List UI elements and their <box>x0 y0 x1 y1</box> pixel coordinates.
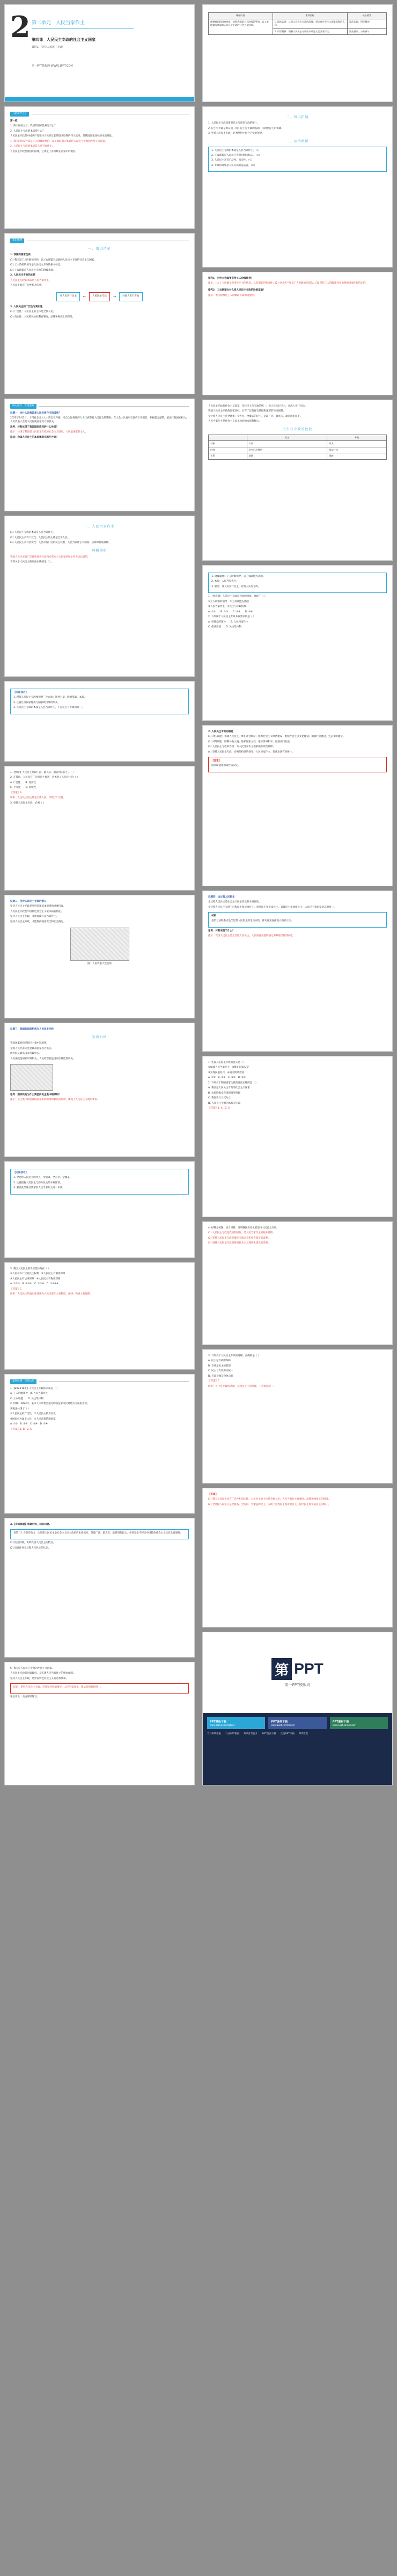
analysis: 解析：人民民主的主体是全体人民，体现了广泛性。 <box>10 797 66 800</box>
answer-title: 【答案】 <box>208 1493 218 1496</box>
conclusion: 结论：坚持人民民主专政，必须坚持党的领导、人民当家作主、依法治国有机统一。 <box>13 1685 103 1689</box>
q2: 2. 材料：2023年，某市人大常委会通过网络征求市民对地方立法的意见。 <box>10 1402 90 1406</box>
hint: 提示：体现了我国是人民民主专政的社会主义国家，人民是国家的主人。 <box>10 431 87 434</box>
lesson-subtitle: 课时1 坚持人民民主专政 <box>32 46 63 49</box>
confusion-title: 二、易错辨析 <box>286 140 309 144</box>
q2-opt-3: C. 我国实行三权分立 <box>208 1097 231 1100</box>
bottom-band <box>5 97 194 102</box>
link-backgrounds[interactable]: PPT背景图片 <box>244 1733 258 1735</box>
q1-opt-1: ①保障人民当家作主 ②维护国家安全 <box>208 1066 249 1069</box>
slide-method-1 <box>4 681 195 762</box>
section-badge: 核心探究 讲透重难 <box>10 404 36 409</box>
td-1-0: 内容 <box>209 447 247 453</box>
td-0-0: 对象 <box>209 441 247 447</box>
q2: 2. 人民民主专政的本质 <box>10 274 35 277</box>
extension-title: 二、知识拓展 <box>286 115 309 119</box>
line3: (2) 坚持人民民主专政是维护国家安全和社会稳定的需要。 <box>208 1236 270 1240</box>
material: 党的二十大报告指出：全过程人民民主是社会主义民主政治的本质属性，是最广泛、最真实、最管用的民主。必须坚定不移走中国特色社会主义政治发展道路。 <box>13 1531 182 1535</box>
line2: 全国人民代表大会是最高国家权力机关。 <box>10 1047 54 1050</box>
slide-exercise-1 <box>4 766 195 891</box>
line1: 4. 材料分析题：结合材料，说明我国为什么要坚持人民民主专政。 <box>208 1227 279 1229</box>
line3: 坚持人民民主专政，才能保障人民当家作主。 <box>10 915 58 918</box>
line4: 坚持人民民主专政，才能维护国家安全和社会稳定。 <box>10 920 66 923</box>
answer: 【答案】C <box>208 1380 220 1383</box>
slide-compare <box>202 400 393 561</box>
col-head-2: 素养目标 <box>273 13 347 19</box>
slide-inquiry-2 <box>4 895 195 1018</box>
line1: 全过程人民民主是社会主义民主政治的本质属性。 <box>208 901 261 904</box>
method-line-1: 1. 全过程人民民主的特点：全链条、全方位、全覆盖。 <box>13 1176 72 1180</box>
title: 议题四 全过程人民民主 <box>208 896 235 899</box>
q1-opt-3: A. ①② B. ①③ C. ②④ D. ③④ <box>208 1076 246 1080</box>
line1: 3. 我国人民民主的真实性体现在（ ） <box>10 1268 50 1270</box>
answer: 【答案】A <box>10 791 22 794</box>
line4: 我国人民民主的广泛性和真实性是西方资本主义国家的民主所无法比拟的。 <box>10 555 90 559</box>
line2: 全过程人民民主实现了过程民主和成果民主、程序民主和实质民主、直接民主和间接民主、人民民主和国家意志相统一。 <box>208 906 336 909</box>
line2: (2) 全过程人民民主是全链条、全方位、全覆盖的民主，实现了过程民主和成果民主、程序民主和实质民主的统一。 <box>208 1503 331 1506</box>
note: 国家职能由国家性质决定。 <box>211 764 240 768</box>
q1-opt-1: A. 工人阶级领导 B. 人民当家作主 <box>10 1392 48 1395</box>
slide-people-master <box>4 516 195 677</box>
section-title: 一、人民当家作主 <box>84 525 115 529</box>
question: 思考：材料体现了我国国家政权的什么性质？ <box>10 425 58 429</box>
slide-standards <box>202 4 393 102</box>
question: 4.【非选择题】阅读材料，回答问题。 <box>10 1523 52 1526</box>
q1-opt-3: A. ①② B. ①③ C. ②④ D. ③④ <box>208 610 253 613</box>
method-line-3: 3. 人民民主专政的本质是人民当家作主，不是民主与专政的统一。 <box>13 706 84 710</box>
download-line: 第一PPT模板网-WWW.1PPT.COM <box>32 64 73 68</box>
unit-title: 第二单元 人民当家作主 <box>32 20 85 26</box>
panel-title: PPT模板下载 <box>210 1720 226 1724</box>
diagram-right: 对敌人实行专政 <box>119 292 143 301</box>
diagram-mid: 人民民主专政 <box>89 292 110 301</box>
line3: (3) 人民民主专政的作用：为人民当家作主提供根本政治保障。 <box>208 746 275 749</box>
q2-line-4: A. ①② B. ①③ C. ②④ D. ③④ <box>10 1423 48 1426</box>
question: 思考：国家机构为什么要坚持民主集中制原则？ <box>10 1093 61 1096</box>
blank2: (2) 工人阶级的领导是人民民主专政的根本标志。 <box>10 264 63 267</box>
slide-practice-1 <box>202 565 393 721</box>
opt-2: C. 平等性 D. 阶级性 <box>10 786 36 790</box>
slide-intro <box>4 106 195 229</box>
heading: 议题三 我国的国家机构与人民民主专政 <box>10 1028 54 1031</box>
concept-diagram: 对人民实行民主 ← 人民民主专政 → 对敌人实行专政 <box>10 292 189 301</box>
intro-line-1: 1. 新中国成立后，我国的国家性质是什么？ <box>10 125 57 128</box>
cell-r2c2: 2. 科学精神：理解人民民主专政的本质是人民当家作主。 <box>273 28 347 35</box>
q3: 3. 坚持人民民主专政，必须（ ） <box>10 801 46 805</box>
topic: 议题一 为什么说我国是人民当家作主的国家？ <box>10 411 61 415</box>
cell-r2c3: 法治意识、公共参与 <box>347 28 386 35</box>
q1: 1.【2023·湖北】人民民主专政的本质是（ ） <box>10 1387 59 1390</box>
slide-explore <box>202 272 393 395</box>
box-line-3: 3. 人民民主具有广泛性、真实性。（√） <box>211 159 254 162</box>
blank4: 人民民主专政的本质是人民当家作主。 <box>10 279 52 282</box>
explore-a2: 提示：农民阶级是工人阶级最可靠的同盟军。 <box>208 294 256 297</box>
panel-sub: www.1ppt.com/sucai/ <box>332 1724 356 1726</box>
section-badge: 【新知导入】 <box>10 112 29 117</box>
panel-courseware[interactable] <box>268 1717 326 1729</box>
td-1-1: 享有广泛权利 <box>247 447 327 453</box>
blank1: (1) 我国是工人阶级领导的、以工农联盟为基础的人民民主专政的社会主义国家。 <box>10 258 97 262</box>
ext-line-2: 2. 民主与专政是辩证统一的：民主是专政的基础，专政是民主的保障。 <box>208 127 284 130</box>
q3: 3. 人民民主的广泛性与真实性 <box>10 306 43 309</box>
slide-brand <box>202 1632 393 1785</box>
line3: 坚持人民民主专政，是中国特色社会主义的必然要求。 <box>10 1677 68 1680</box>
slide-check-1 <box>4 1374 195 1514</box>
col-head-1: 课标内容 <box>209 13 273 19</box>
sub-badge: 知识归纳 <box>92 1035 107 1039</box>
method-badge: 【方法技巧】 <box>13 691 28 694</box>
slide-method-2 <box>4 1161 195 1258</box>
intro-para-3: 2. 人民民主专政的本质是人民当家作主。 <box>10 145 55 148</box>
line2: (1) 人民民主专政是我国的国体，是人民当家作主的根本保障。 <box>208 1232 275 1235</box>
td-0-1: 人民 <box>247 441 327 447</box>
slide-extension <box>202 106 393 267</box>
box-line-1: 1. 阶级属性：工人阶级领导，以工农联盟为基础。 <box>211 575 266 578</box>
topic: 议题二 坚持人民民主专政的意义 <box>10 900 47 903</box>
method-badge: 【方法技巧】 <box>13 1171 28 1174</box>
line3: ③人民民主有法律保障 ④人民民主有物质保障 <box>10 1277 61 1280</box>
sub-title: 典例剖析 <box>92 549 107 553</box>
compare-table <box>208 435 387 460</box>
line4: C. 民主与专政辩证统一 <box>208 1370 233 1373</box>
opt-1: A. 广泛性 B. 真实性 <box>10 781 36 784</box>
q2: 2. 下列关于我国国家性质的说法正确的是（ ） <box>208 1081 258 1084</box>
lesson-title: 第四课 人民民主专政的社会主义国家 <box>32 38 95 42</box>
q2: 2. 在我国，人民享有广泛的民主权利，这体现了人民民主的（ ） <box>10 776 79 779</box>
th-1: 民主 <box>247 435 327 441</box>
td-2-1: 基础 <box>247 453 327 460</box>
slide-inquiry-3 <box>4 1023 195 1157</box>
q1: 1. 我国的国家性质 <box>10 254 31 257</box>
box-line-2: 2. 本质：人民当家作主。 <box>211 580 239 583</box>
td-2-2: 保障 <box>327 453 387 460</box>
slide-summary <box>4 1662 195 1785</box>
slide-title <box>4 4 195 102</box>
standards-table <box>208 12 387 35</box>
td-0-2: 敌人 <box>327 441 387 447</box>
link-charts[interactable]: PPT图表下载 <box>262 1733 276 1735</box>
cell-r1c3: 政治认同、科学精神 <box>347 19 386 28</box>
box-line-1: 1. 人民民主专政的本质是人民当家作主。（√） <box>211 149 261 152</box>
q1-opt-2: ③实现民族复兴 ④消灭阶级差别 <box>208 1071 244 1074</box>
slide-exercise-2 <box>202 1056 393 1217</box>
diagram-left: 对人民实行民主 <box>56 292 80 301</box>
analysis: 解析：民主是专政的基础，专政是民主的保障，二者辩证统一。 <box>208 1385 276 1388</box>
q1: 1. 坚持人民民主专政的意义是（ ） <box>208 1061 246 1064</box>
line3: (3) 人民民主具有真实性：人民享有广泛的民主权利，人民当家作主有制度、法律和物质保障。 <box>10 541 111 545</box>
cell-r1c1: 阐释我国的国家性质，说明我国是工人阶级领导的、以工农联盟为基础的人民民主专政的社会主义国家。 <box>209 19 273 35</box>
q2-opt-4: D. 人民民主专政的本质是专政 <box>208 1102 241 1105</box>
intro-title: 第一框 <box>10 119 18 122</box>
line2: 人民民主专政是中国特色社会主义最本质的特征。 <box>10 910 63 913</box>
blank7: (2) 真实性：人民的民主权利有制度、法律和物质上的保障。 <box>10 315 75 319</box>
td-1-2: 依法打击 <box>327 447 387 453</box>
q2-opt-2: B. 农民阶级是我国的领导阶级 <box>208 1091 240 1095</box>
line2: A. 民主是专政的保障 <box>208 1359 231 1363</box>
box-line-3: 3. 职能：对人民实行民主，对敌人实行专政。 <box>211 585 261 588</box>
unit-number: 2 <box>10 10 31 44</box>
th-2: 专政 <box>327 435 387 441</box>
brand-logo-text: PPT <box>294 1660 324 1677</box>
slide-check-2 <box>202 1349 393 1484</box>
slide-whole-process <box>202 891 393 1052</box>
td-2-0: 关系 <box>209 453 247 460</box>
line1: (1) 结合材料，说明我国人民民主的特点。 <box>10 1542 56 1545</box>
q2-opt-1: A. 我国是人民民主专政的社会主义国家 <box>208 1087 250 1090</box>
knowledge-title: 一、知识清单 <box>88 247 111 251</box>
title: 2. 人民民主专政的职能 <box>208 730 233 733</box>
panel-title: PPT素材下载 <box>332 1720 349 1724</box>
box-line-2: 2. 工农联盟是人民民主专政的根本标志。（×） <box>211 154 261 157</box>
cell-r1c2: 1. 政治认同：认同人民民主专政的国体，坚定对社会主义国家政权的认同。 <box>273 19 347 28</box>
slide-inquiry-1 <box>4 399 195 511</box>
line2: (2) 对外职能：防御外敌入侵，维护国家主权；维护世界和平，促进共同发展。 <box>208 740 292 743</box>
line1: 人民民主专政的社会主义国家，坚持民主与专政的统一，对人民实行民主，对敌人实行专政。 <box>208 405 307 408</box>
line1: (1) 我国人民民主具有广泛性和真实性。人民民主的主体是全体人民；人民当家作主有制度、法律和物质上的保障。 <box>208 1498 331 1501</box>
section-badge: 知识梳理 <box>10 238 24 243</box>
slide-exercise-3 <box>4 1262 195 1370</box>
hint: 提示：我国人民民主是全过程人民民主，人民的意见能够通过多种途径得到表达。 <box>208 935 295 938</box>
explore-q1: 探究1 为什么我国要坚持工人阶级领导？ <box>208 277 254 280</box>
panel-templates[interactable] <box>207 1717 265 1729</box>
q1-opt-2: ③人民当家作主 ④民主与专政的统一 <box>208 605 249 609</box>
analysis: 解析：人民民主的真实性体现为人民当家作主有制度、法律、物质上的保障。 <box>10 1293 92 1296</box>
hint: 提示：民主集中制是我国国家机构的组织和活动原则，体现了人民民主专政的要求。 <box>10 1098 100 1102</box>
line2: (2) 谈谈你对全过程人民民主的认识。 <box>10 1546 51 1550</box>
line1: 我国国家机构坚持民主集中制原则。 <box>10 1042 49 1045</box>
q2-line-3: ③国家权力属于人民 ④人民直接管理国家 <box>10 1417 56 1421</box>
slide-check-3 <box>4 1518 195 1658</box>
table-title: 民主与专政的比较 <box>282 428 313 432</box>
brand-tagline: 第一PPT模板网 <box>284 1682 311 1687</box>
question: 思考：材料说明了什么？ <box>208 929 235 932</box>
section-badge: 课堂检测 当堂达标 <box>10 1379 36 1384</box>
box-text: 基层立法联系点是全过程人民民主的生动实践，群众意见直接进入国家立法。 <box>211 920 293 923</box>
slide-functions <box>202 725 393 886</box>
q2-opt-2: C. 依法治国 D. 民主集中制 <box>208 626 241 629</box>
q1-opt-1: ①工人阶级的领导 ②工农联盟为基础 <box>208 600 249 603</box>
ext-line-3: 3. 坚持人民民主专政，必须坚持中国共产党的领导。 <box>208 132 264 135</box>
explore-a1: 提示：(1) 工人阶级是先进生产力的代表，具有彻底的革命性；(2) 中国共产党是工人阶级的先锋队；(3) 坚持工人阶级领导是由我国国家性质决定的。 <box>208 282 368 285</box>
intro-para-4: 人民民主专政是我国的国体，它规定了各阶级在国家中的地位。 <box>10 150 78 153</box>
line2: (2) 人民民主具有广泛性：人民民主的主体是全体人民。 <box>10 536 70 539</box>
q2-line-2: ①人民民主的广泛性 ②人民民主的真实性 <box>10 1413 56 1416</box>
method-line-2: 2. 注意区分国家性质与国家政权组织形式。 <box>13 701 60 704</box>
method-line-1: 1. 理解人民民主专政要把握三个方面：领导力量、阶级基础、本质。 <box>13 696 87 699</box>
line1: 3. 下列关于人民民主专政的理解，正确的是（ ） <box>208 1355 261 1357</box>
line3: B. 专政是民主的前提 <box>208 1364 231 1367</box>
intro-para-1: 人民民主专政是中国共产党领导人民经过长期奋斗取得的伟大成果，是我国国家政权的本质特征。 <box>10 135 114 138</box>
q2-line-1: 该做法体现了（ ） <box>10 1407 31 1410</box>
q1: 1.（单选题）人民民主专政是我国的国体，体现了（ ） <box>208 595 267 598</box>
unit-number-block <box>10 11 32 42</box>
line4: A. ①②③ B. ①②④ C. ②③④ D. ①②③④ <box>10 1283 59 1286</box>
line3: 全过程人民民主是全链条、全方位、全覆盖的民主，是最广泛、最真实、最管用的民主。 <box>208 415 303 418</box>
blank3: (3) 工农联盟是人民民主专政的阶级基础。 <box>10 269 56 272</box>
link-excellent[interactable]: 优秀PPT下载 <box>280 1733 295 1735</box>
box-title: 材料 <box>211 914 216 917</box>
line4: (4) 坚持人民民主专政，必须坚持党的领导，人民当家作主，依法治国有机统一。 <box>208 750 295 754</box>
hall-photo <box>70 928 129 961</box>
intro-line-2: 2. 人民民主专政的本质是什么？ <box>10 129 45 133</box>
note-title: 【注意】 <box>211 759 221 762</box>
line3: 国务院是最高国家行政机关。 <box>10 1052 42 1055</box>
answer: 【答案】1. B 2. A <box>10 1428 32 1431</box>
link-festival[interactable]: 节日PPT模板 <box>207 1733 222 1735</box>
line1: 5. 我国是人民民主专政的社会主义国家。 <box>10 1667 55 1670</box>
brand-logo-char: 第 <box>271 1658 292 1680</box>
line1: (1) 对内职能：保障人民民主，维护社会秩序；组织社会主义经济建设；组织社会主义文化建设；加强社会建设、生态文明建设。 <box>208 735 345 739</box>
panel-materials[interactable] <box>330 1717 388 1729</box>
box-line-4: 4. 专政的对象是人民内部的违法者。（×） <box>211 164 256 167</box>
q2-opt-1: A. 坚持党的领导 B. 人民当家作主 <box>208 620 248 624</box>
line2: ①人民享有广泛的民主权利 ②人民民主有制度保障 <box>10 1272 65 1276</box>
slide-knowledge <box>4 233 195 394</box>
slide-check-answer <box>202 1488 393 1627</box>
line4: 人民当家作主是社会主义民主政治的本质和核心。 <box>208 420 261 423</box>
line5: 下列关于人民民主的说法正确的是（ ）。 <box>10 560 54 563</box>
line4: 人民法院是国家审判机关，人民检察院是国家法律监督机关。 <box>10 1057 76 1060</box>
photo-caption: 图：人民代表大会会场 <box>87 962 112 965</box>
slide-exercise-4 <box>202 1221 393 1345</box>
panel-sub: www.1ppt.com/kejian/ <box>271 1724 295 1726</box>
question-2: 追问：我国人民民主的本质体现在哪些方面？ <box>10 436 58 439</box>
answer: 【答案】C <box>10 1287 22 1291</box>
material: 2023年3月5日，十四届全国人大一次会议开幕。来自全国各地的人大代表带着人民群众的期盼，在大会上认真审议政府工作报告，积极建言献策，依法行使国家权力。人民代表大会是人民行使国家权力的机关。 <box>10 417 189 424</box>
th-0 <box>209 435 247 441</box>
ext-line-1: 1. 人民民主专政是新型民主与新型专政的统一。 <box>208 122 260 125</box>
blank5: 人民民主具有广泛性和真实性。 <box>10 284 44 287</box>
line4: (3) 坚持人民民主专政是推进社会主义现代化建设的需要。 <box>208 1242 270 1245</box>
col-head-3: 核心素养 <box>347 13 386 19</box>
link-industry[interactable]: 行业PPT模板 <box>225 1733 240 1735</box>
method-line-2: 2. 注意把握人民民主与西方民主的本质区别。 <box>13 1181 63 1184</box>
link-tutorial[interactable]: PPT教程 <box>298 1733 308 1735</box>
panel-title: PPT课件下载 <box>271 1720 288 1724</box>
line2: 我国人民民主专政的国家政权，具有广泛的群众基础和深厚的历史根基。 <box>208 410 285 413</box>
line2: 人民民主专政的国家政权，是实现人民当家作主的根本保障。 <box>10 1672 76 1675</box>
q1-opt-2: C. 工农联盟 D. 民主集中制 <box>10 1397 43 1400</box>
panel-sub: www.1ppt.com/moban/ <box>210 1724 235 1726</box>
answer: 【答案】1. A 2. A <box>208 1107 230 1110</box>
method-line-3: 3. 解答此类题目要紧扣人民当家作主这一本质。 <box>13 1186 65 1190</box>
homework: 课后作业：完成课时练习。 <box>10 1696 39 1699</box>
line1: 坚持人民民主专政是坚持四项基本原则的重要内容。 <box>10 905 66 908</box>
blank6: (1) 广泛性：人民民主的主体是全体人民。 <box>10 310 56 314</box>
q1: 1.【判断】人民民主是最广泛、最真实、最管用的民主。（ ） <box>10 771 75 774</box>
line1: (1) 人民民主专政的本质是人民当家作主。 <box>10 531 56 534</box>
q2: 2. 下列属于人民民主专政本质要求的是（ ） <box>208 616 256 619</box>
line5: D. 专政对象是全体公民 <box>208 1374 233 1378</box>
intro-para-2: 1. 我国的国家性质是工人阶级领导的、以工农联盟为基础的人民民主专政的社会主义国家。 <box>10 140 108 143</box>
explore-q2: 探究2 工农联盟为什么是人民民主专政的阶级基础？ <box>208 289 266 292</box>
illustration <box>10 1064 53 1091</box>
